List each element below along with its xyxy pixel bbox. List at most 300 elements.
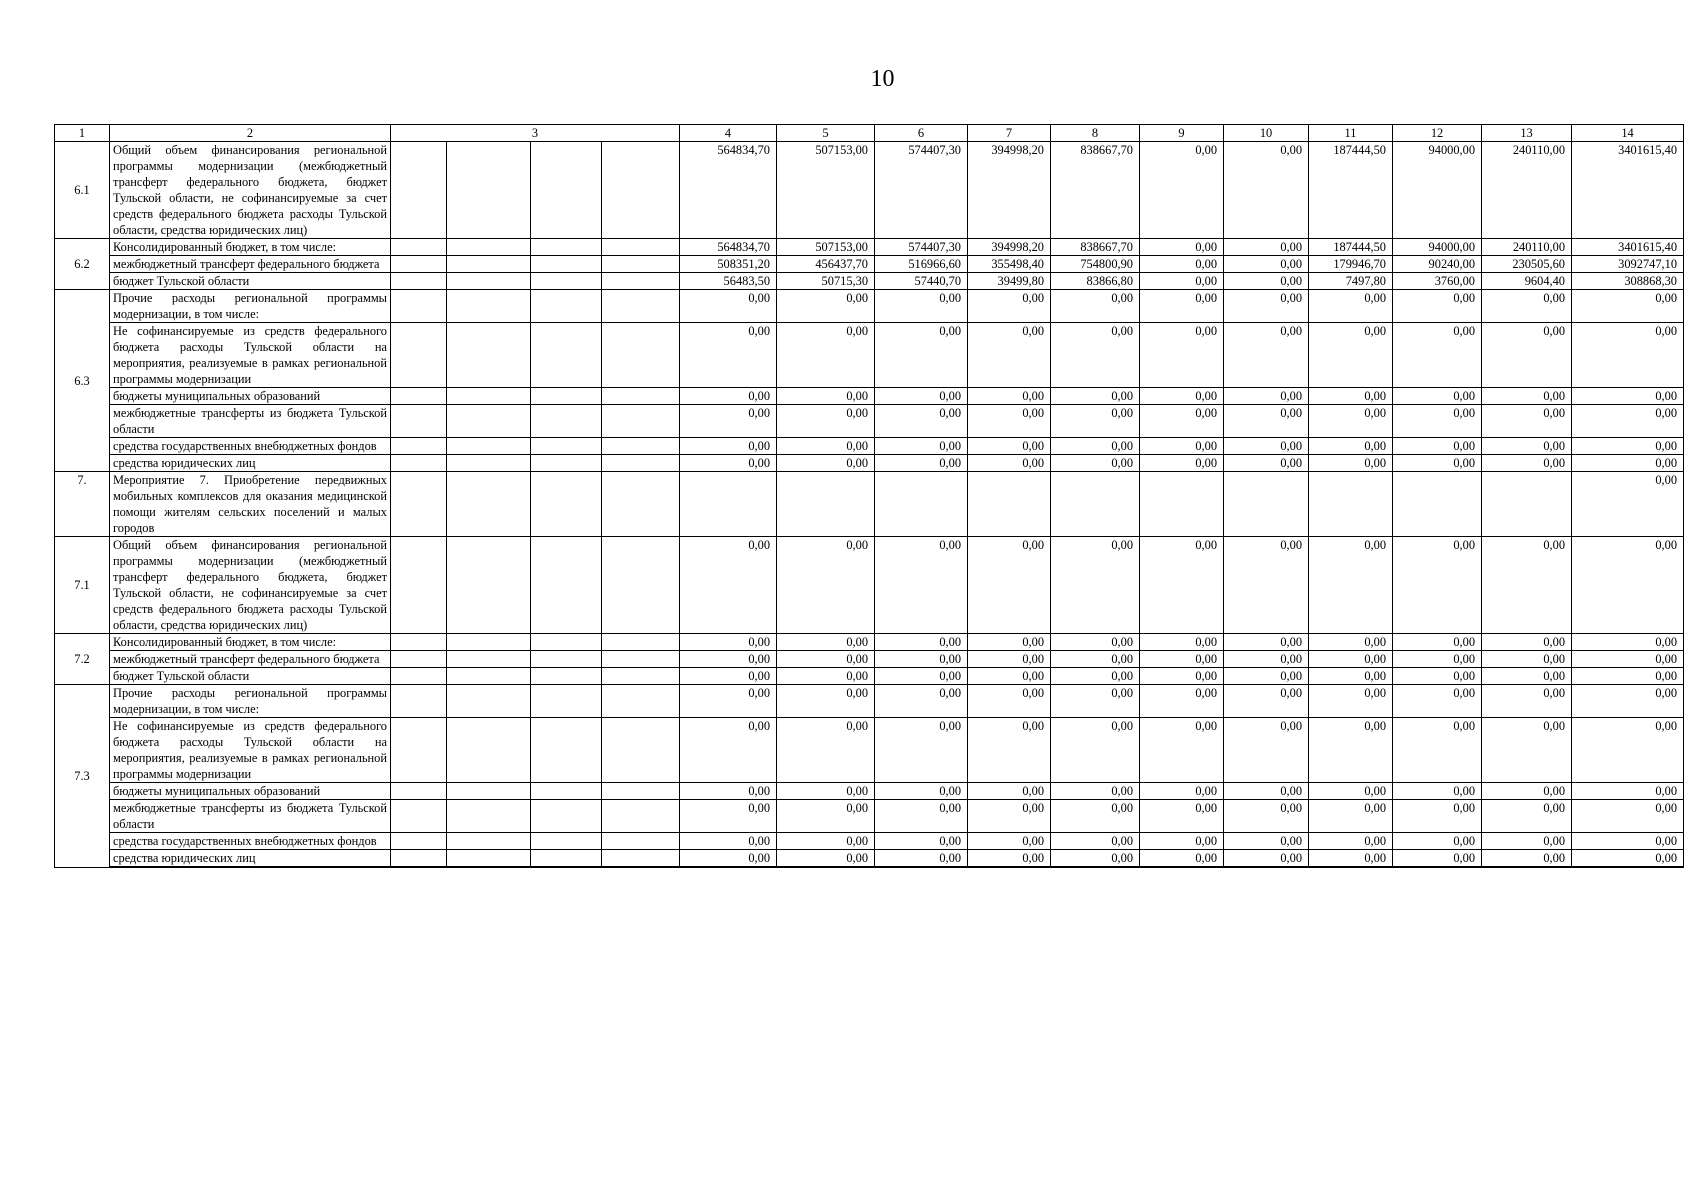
empty-cell [602,783,680,800]
value-cell-col-5: 507153,00 [777,239,875,256]
value-cell-col-6: 574407,30 [875,142,968,239]
value-cell-col-9: 0,00 [1140,833,1224,850]
empty-cell [447,472,531,537]
row-label: средства юридических лиц [110,455,391,472]
page-number: 10 [870,66,895,92]
value-cell-col-9: 0,00 [1140,239,1224,256]
value-cell-col-7: 0,00 [968,405,1051,438]
empty-cell [391,651,447,668]
value-cell-col-10: 0,00 [1224,668,1309,685]
value-cell-col-14: 0,00 [1572,455,1684,472]
value-cell-col-11: 0,00 [1309,388,1393,405]
value-cell-col-12: 0,00 [1393,783,1482,800]
row-label: Консолидированный бюджет, в том числе: [110,239,391,256]
empty-cell [391,800,447,833]
col-header-14: 14 [1572,125,1684,142]
value-cell-col-11: 0,00 [1309,668,1393,685]
empty-cell [531,256,602,273]
value-cell-col-13: 230505,60 [1482,256,1572,273]
row-label: средства государственных внебюджетных фондов [110,438,391,455]
empty-cell [531,438,602,455]
row-label: межбюджетные трансферты из бюджета Тульской области [110,405,391,438]
table-row [55,668,1684,685]
empty-cell [447,142,531,239]
value-cell-col-12: 0,00 [1393,438,1482,455]
value-cell-col-6: 574407,30 [875,239,968,256]
value-cell-col-11: 0,00 [1309,850,1393,868]
value-cell-col-7: 0,00 [968,651,1051,668]
value-cell-col-14: 0,00 [1572,833,1684,850]
value-cell-col-10: 0,00 [1224,850,1309,868]
col-header-1: 1 [55,125,110,142]
value-cell-col-13: 0,00 [1482,668,1572,685]
value-cell-col-5: 0,00 [777,833,875,850]
empty-cell [447,685,531,718]
value-cell-col-6: 0,00 [875,668,968,685]
col-header-6: 6 [875,125,968,142]
value-cell-col-9: 0,00 [1140,256,1224,273]
value-cell-col-5: 0,00 [777,668,875,685]
value-cell-col-11: 0,00 [1309,634,1393,651]
value-cell-col-4: 0,00 [680,455,777,472]
empty-cell [391,668,447,685]
value-cell-col-11: 0,00 [1309,685,1393,718]
empty-cell [447,290,531,323]
value-cell-col-7: 39499,80 [968,273,1051,290]
value-cell-col-5: 0,00 [777,718,875,783]
row-label: Мероприятие 7. Приобретение передвижных мобильных комплексов для оказания медицинской помощи жителям сельских поселений и малых городов [110,472,391,537]
value-cell-col-6: 0,00 [875,783,968,800]
value-cell-col-7: 0,00 [968,455,1051,472]
empty-cell [531,634,602,651]
empty-cell [531,800,602,833]
value-cell-col-12 [1393,472,1482,537]
value-cell-col-6: 0,00 [875,405,968,438]
value-cell-col-9: 0,00 [1140,668,1224,685]
value-cell-col-10: 0,00 [1224,405,1309,438]
empty-cell [391,537,447,634]
empty-cell [391,290,447,323]
empty-cell [602,290,680,323]
row-label: Общий объем финансирования региональной программы модернизации (межбюджетный трансферт федерального бюджета, бюджет Тульской области, не софинансируемые за счет средств федерального бюджета расходы Тульской области, средства юридических лиц) [110,537,391,634]
empty-cell [447,850,531,868]
value-cell-col-13: 0,00 [1482,850,1572,868]
value-cell-col-7: 0,00 [968,537,1051,634]
value-cell-col-4: 0,00 [680,718,777,783]
value-cell-col-4: 0,00 [680,783,777,800]
value-cell-col-14: 0,00 [1572,405,1684,438]
value-cell-col-10: 0,00 [1224,142,1309,239]
value-cell-col-10: 0,00 [1224,783,1309,800]
empty-cell [391,833,447,850]
value-cell-col-7: 394998,20 [968,142,1051,239]
value-cell-col-11: 187444,50 [1309,239,1393,256]
empty-cell [531,783,602,800]
empty-cell [531,718,602,783]
value-cell-col-14: 0,00 [1572,685,1684,718]
value-cell-col-12: 0,00 [1393,388,1482,405]
empty-cell [531,405,602,438]
empty-cell [447,651,531,668]
value-cell-col-8: 0,00 [1051,718,1140,783]
empty-cell [447,783,531,800]
value-cell-col-14: 3401615,40 [1572,142,1684,239]
table-row [55,239,1684,256]
value-cell-col-8: 838667,70 [1051,142,1140,239]
value-cell-col-5 [777,472,875,537]
value-cell-col-8: 754800,90 [1051,256,1140,273]
empty-cell [391,850,447,868]
value-cell-col-8: 0,00 [1051,388,1140,405]
value-cell-col-4: 0,00 [680,668,777,685]
empty-cell [447,668,531,685]
value-cell-col-5: 0,00 [777,800,875,833]
col-header-5: 5 [777,125,875,142]
value-cell-col-5: 0,00 [777,651,875,668]
value-cell-col-13: 0,00 [1482,438,1572,455]
empty-cell [602,323,680,388]
value-cell-col-11: 0,00 [1309,455,1393,472]
value-cell-col-6: 0,00 [875,718,968,783]
value-cell-col-9: 0,00 [1140,783,1224,800]
empty-cell [602,537,680,634]
table-row [55,290,1684,323]
value-cell-col-5: 0,00 [777,850,875,868]
value-cell-col-12: 0,00 [1393,651,1482,668]
table-row [55,256,1684,273]
empty-cell [447,405,531,438]
empty-cell [391,273,447,290]
empty-cell [602,668,680,685]
value-cell-col-13: 0,00 [1482,290,1572,323]
value-cell-col-6: 0,00 [875,850,968,868]
empty-cell [391,239,447,256]
value-cell-col-4: 0,00 [680,323,777,388]
value-cell-col-6: 0,00 [875,323,968,388]
empty-cell [391,405,447,438]
empty-cell [531,651,602,668]
table-row [55,323,1684,388]
value-cell-col-14: 0,00 [1572,800,1684,833]
value-cell-col-12: 0,00 [1393,290,1482,323]
empty-cell [391,634,447,651]
row-label: Не софинансируемые из средств федерального бюджета расходы Тульской области на мероприятия, реализуемые в рамках региональной программы модернизации [110,323,391,388]
row-index: 6.3 [55,290,110,472]
value-cell-col-10: 0,00 [1224,833,1309,850]
value-cell-col-9: 0,00 [1140,273,1224,290]
empty-cell [447,388,531,405]
row-index: 6.2 [55,239,110,290]
value-cell-col-12: 0,00 [1393,537,1482,634]
value-cell-col-9 [1140,472,1224,537]
empty-cell [447,833,531,850]
value-cell-col-13: 0,00 [1482,718,1572,783]
empty-cell [447,323,531,388]
value-cell-col-6 [875,472,968,537]
value-cell-col-11: 0,00 [1309,800,1393,833]
value-cell-col-7: 0,00 [968,850,1051,868]
value-cell-col-14: 0,00 [1572,668,1684,685]
header-row [55,125,1684,142]
empty-cell [602,142,680,239]
value-cell-col-14: 0,00 [1572,472,1684,537]
value-cell-col-4: 0,00 [680,634,777,651]
table-row [55,438,1684,455]
value-cell-col-11: 0,00 [1309,651,1393,668]
value-cell-col-8: 0,00 [1051,438,1140,455]
value-cell-col-11: 0,00 [1309,833,1393,850]
value-cell-col-11: 0,00 [1309,718,1393,783]
empty-cell [602,388,680,405]
value-cell-col-13: 0,00 [1482,634,1572,651]
empty-cell [531,142,602,239]
col-header-12: 12 [1393,125,1482,142]
value-cell-col-5: 456437,70 [777,256,875,273]
value-cell-col-14: 0,00 [1572,850,1684,868]
value-cell-col-12: 0,00 [1393,405,1482,438]
value-cell-col-14: 0,00 [1572,438,1684,455]
value-cell-col-8: 0,00 [1051,405,1140,438]
value-cell-col-8: 0,00 [1051,783,1140,800]
col-header-9: 9 [1140,125,1224,142]
value-cell-col-9: 0,00 [1140,455,1224,472]
value-cell-col-5: 0,00 [777,290,875,323]
value-cell-col-4: 0,00 [680,537,777,634]
value-cell-col-13: 0,00 [1482,800,1572,833]
value-cell-col-14: 0,00 [1572,783,1684,800]
row-label: бюджеты муниципальных образований [110,783,391,800]
table-row [55,537,1684,634]
empty-cell [391,388,447,405]
value-cell-col-13: 240110,00 [1482,142,1572,239]
value-cell-col-8: 0,00 [1051,455,1140,472]
value-cell-col-4: 0,00 [680,685,777,718]
value-cell-col-8: 0,00 [1051,850,1140,868]
value-cell-col-11: 0,00 [1309,438,1393,455]
empty-cell [391,472,447,537]
value-cell-col-4: 0,00 [680,290,777,323]
table-row [55,142,1684,239]
value-cell-col-8: 838667,70 [1051,239,1140,256]
value-cell-col-5: 0,00 [777,634,875,651]
value-cell-col-9: 0,00 [1140,405,1224,438]
value-cell-col-5: 0,00 [777,438,875,455]
value-cell-col-7: 0,00 [968,634,1051,651]
value-cell-col-11: 0,00 [1309,405,1393,438]
value-cell-col-8: 0,00 [1051,634,1140,651]
empty-cell [447,634,531,651]
value-cell-col-5: 0,00 [777,783,875,800]
table-row [55,718,1684,783]
empty-cell [391,323,447,388]
empty-cell [391,142,447,239]
value-cell-col-10: 0,00 [1224,537,1309,634]
value-cell-col-4: 564834,70 [680,142,777,239]
table-row [55,472,1684,537]
row-index: 7.1 [55,537,110,634]
value-cell-col-9: 0,00 [1140,438,1224,455]
value-cell-col-13: 0,00 [1482,685,1572,718]
empty-cell [602,438,680,455]
value-cell-col-13: 0,00 [1482,455,1572,472]
value-cell-col-6: 0,00 [875,800,968,833]
value-cell-col-4 [680,472,777,537]
value-cell-col-8: 0,00 [1051,685,1140,718]
value-cell-col-8: 0,00 [1051,651,1140,668]
value-cell-col-14: 0,00 [1572,290,1684,323]
value-cell-col-7: 0,00 [968,438,1051,455]
table-body [55,125,1684,868]
value-cell-col-10: 0,00 [1224,323,1309,388]
empty-cell [447,273,531,290]
value-cell-col-8 [1051,472,1140,537]
value-cell-col-12: 0,00 [1393,685,1482,718]
value-cell-col-8: 0,00 [1051,833,1140,850]
value-cell-col-7: 394998,20 [968,239,1051,256]
value-cell-col-10: 0,00 [1224,290,1309,323]
value-cell-col-11 [1309,472,1393,537]
value-cell-col-14: 3092747,10 [1572,256,1684,273]
value-cell-col-6: 0,00 [875,685,968,718]
value-cell-col-8: 0,00 [1051,537,1140,634]
value-cell-col-5: 0,00 [777,685,875,718]
value-cell-col-7: 0,00 [968,718,1051,783]
empty-cell [531,472,602,537]
value-cell-col-4: 0,00 [680,405,777,438]
value-cell-col-10: 0,00 [1224,455,1309,472]
row-label: средства юридических лиц [110,850,391,868]
value-cell-col-7: 0,00 [968,833,1051,850]
value-cell-col-6: 57440,70 [875,273,968,290]
empty-cell [531,668,602,685]
empty-cell [602,634,680,651]
value-cell-col-11: 7497,80 [1309,273,1393,290]
empty-cell [602,800,680,833]
value-cell-col-12: 0,00 [1393,455,1482,472]
value-cell-col-7: 0,00 [968,388,1051,405]
empty-cell [447,239,531,256]
value-cell-col-11: 0,00 [1309,323,1393,388]
empty-cell [531,833,602,850]
value-cell-col-5: 0,00 [777,388,875,405]
value-cell-col-5: 0,00 [777,537,875,634]
value-cell-col-9: 0,00 [1140,634,1224,651]
row-label: бюджеты муниципальных образований [110,388,391,405]
empty-cell [447,455,531,472]
empty-cell [531,537,602,634]
col-header-13: 13 [1482,125,1572,142]
empty-cell [531,685,602,718]
value-cell-col-8: 0,00 [1051,290,1140,323]
value-cell-col-9: 0,00 [1140,800,1224,833]
value-cell-col-13: 0,00 [1482,651,1572,668]
value-cell-col-13: 240110,00 [1482,239,1572,256]
row-label: межбюджетные трансферты из бюджета Тульской области [110,800,391,833]
value-cell-col-10: 0,00 [1224,651,1309,668]
value-cell-col-12: 94000,00 [1393,142,1482,239]
empty-cell [447,256,531,273]
value-cell-col-10: 0,00 [1224,718,1309,783]
value-cell-col-8: 0,00 [1051,323,1140,388]
empty-cell [602,405,680,438]
empty-cell [602,256,680,273]
value-cell-col-4: 508351,20 [680,256,777,273]
value-cell-col-6: 0,00 [875,455,968,472]
value-cell-col-9: 0,00 [1140,290,1224,323]
row-index: 7.2 [55,634,110,685]
value-cell-col-12: 0,00 [1393,634,1482,651]
value-cell-col-6: 0,00 [875,833,968,850]
table-row [55,800,1684,833]
funding-table [54,124,1684,868]
row-label: Прочие расходы региональной программы модернизации, в том числе: [110,685,391,718]
table-row [55,273,1684,290]
empty-cell [447,718,531,783]
empty-cell [602,833,680,850]
value-cell-col-4: 0,00 [680,850,777,868]
value-cell-col-7: 0,00 [968,800,1051,833]
value-cell-col-13: 0,00 [1482,537,1572,634]
table-row [55,685,1684,718]
row-label: бюджет Тульской области [110,273,391,290]
value-cell-col-5: 50715,30 [777,273,875,290]
row-label: средства государственных внебюджетных фондов [110,833,391,850]
value-cell-col-6: 0,00 [875,290,968,323]
value-cell-col-4: 0,00 [680,833,777,850]
empty-cell [602,455,680,472]
col-header-7: 7 [968,125,1051,142]
value-cell-col-10: 0,00 [1224,256,1309,273]
value-cell-col-4: 0,00 [680,651,777,668]
value-cell-col-10 [1224,472,1309,537]
row-label: межбюджетный трансферт федерального бюджета [110,651,391,668]
value-cell-col-11: 0,00 [1309,783,1393,800]
value-cell-col-9: 0,00 [1140,323,1224,388]
value-cell-col-8: 0,00 [1051,800,1140,833]
value-cell-col-12: 90240,00 [1393,256,1482,273]
empty-cell [531,239,602,256]
value-cell-col-8: 83866,80 [1051,273,1140,290]
empty-cell [602,472,680,537]
value-cell-col-7 [968,472,1051,537]
value-cell-col-5: 0,00 [777,455,875,472]
value-cell-col-9: 0,00 [1140,537,1224,634]
value-cell-col-14: 0,00 [1572,537,1684,634]
empty-cell [531,323,602,388]
table-row [55,783,1684,800]
value-cell-col-12: 0,00 [1393,850,1482,868]
col-header-4: 4 [680,125,777,142]
value-cell-col-14: 0,00 [1572,718,1684,783]
value-cell-col-9: 0,00 [1140,850,1224,868]
value-cell-col-7: 0,00 [968,290,1051,323]
row-label: Прочие расходы региональной программы модернизации, в том числе: [110,290,391,323]
value-cell-col-7: 0,00 [968,323,1051,388]
value-cell-col-6: 0,00 [875,634,968,651]
col-header-10: 10 [1224,125,1309,142]
table-row [55,651,1684,668]
value-cell-col-9: 0,00 [1140,685,1224,718]
value-cell-col-9: 0,00 [1140,142,1224,239]
value-cell-col-12: 94000,00 [1393,239,1482,256]
value-cell-col-12: 0,00 [1393,833,1482,850]
value-cell-col-14: 0,00 [1572,634,1684,651]
row-label: Общий объем финансирования региональной программы модернизации (межбюджетный трансферт федерального бюджета, бюджет Тульской области, не софинансируемые за счет средств федерального бюджета расходы Тульской области, средства юридических лиц) [110,142,391,239]
empty-cell [602,239,680,256]
value-cell-col-9: 0,00 [1140,718,1224,783]
row-label: бюджет Тульской области [110,668,391,685]
value-cell-col-4: 564834,70 [680,239,777,256]
